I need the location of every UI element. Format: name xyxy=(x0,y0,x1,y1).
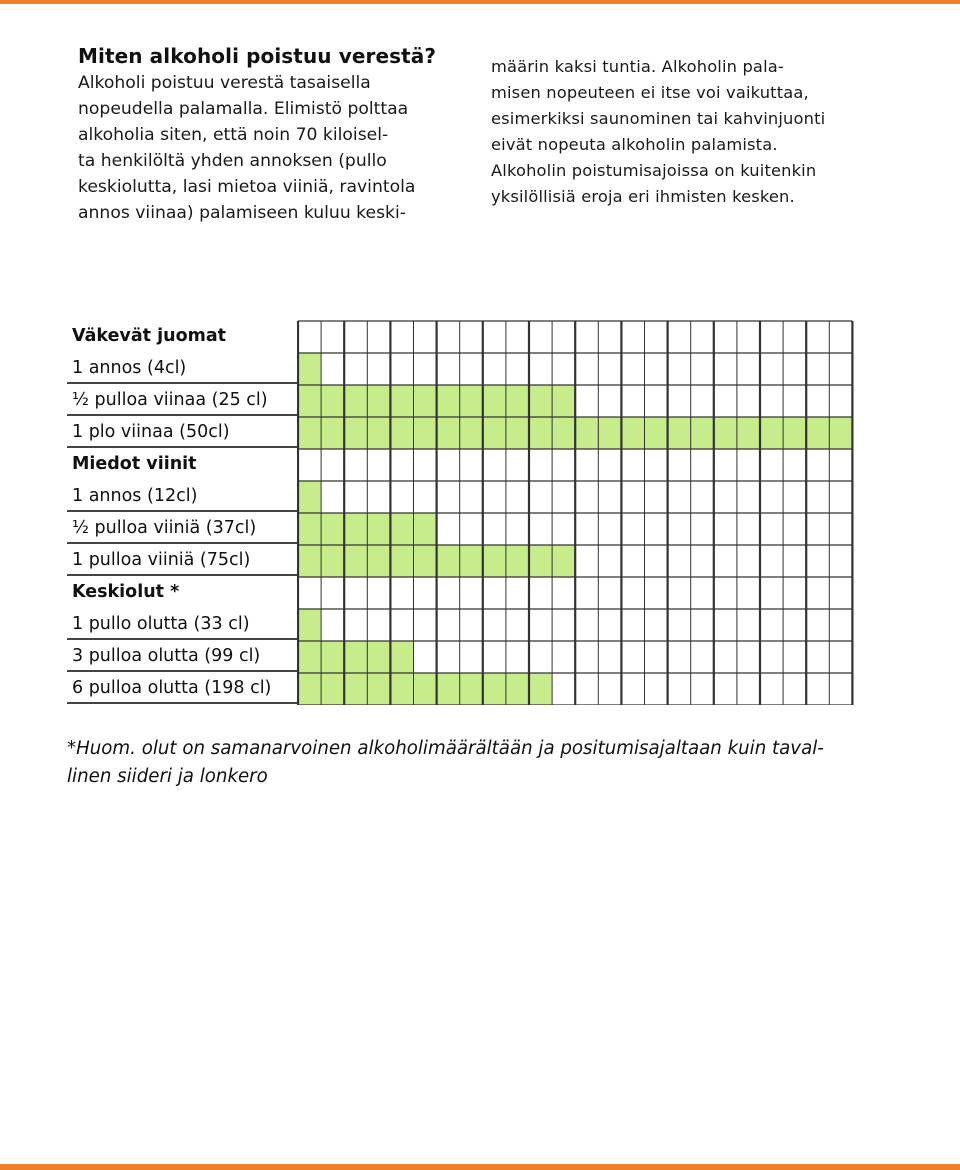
filled-cell xyxy=(529,417,552,449)
row-label: ½ pulloa viinaa (25 cl) xyxy=(67,385,297,416)
filled-cell xyxy=(460,417,483,449)
filled-cell xyxy=(575,417,598,449)
row-label: 1 pulloa viiniä (75cl) xyxy=(67,545,297,576)
filled-cell xyxy=(483,417,506,449)
filled-cell xyxy=(390,545,413,577)
filled-cell xyxy=(483,545,506,577)
filled-cell xyxy=(367,545,390,577)
filled-cell xyxy=(483,673,506,705)
filled-cell xyxy=(321,513,344,545)
filled-cell xyxy=(367,641,390,673)
filled-cell xyxy=(344,417,367,449)
footnote-line: linen siideri ja lonkero xyxy=(67,766,268,787)
footnote xyxy=(67,735,877,791)
paragraph-line: Alkoholin poistumisajoissa on kuitenkin xyxy=(491,161,817,180)
filled-cell xyxy=(321,417,344,449)
filled-cell xyxy=(367,417,390,449)
paragraph-line: Alkoholi poistuu verestä tasaisella xyxy=(78,73,371,93)
paragraph-line: keskiolutta, lasi mietoa viiniä, ravintola xyxy=(78,177,416,197)
elimination-time-grid xyxy=(297,320,862,705)
filled-cell xyxy=(460,385,483,417)
filled-cell xyxy=(344,545,367,577)
filled-cell xyxy=(437,545,460,577)
filled-cell xyxy=(390,673,413,705)
filled-cell xyxy=(390,641,413,673)
filled-cell xyxy=(645,417,668,449)
page-title: Miten alkoholi poistuu verestä? xyxy=(78,44,437,68)
filled-cell xyxy=(621,417,644,449)
row-label: 1 pullo olutta (33 cl) xyxy=(67,609,297,640)
filled-cell xyxy=(298,545,321,577)
filled-cell xyxy=(437,417,460,449)
row-label: 3 pulloa olutta (99 cl) xyxy=(67,641,297,672)
filled-cell xyxy=(783,417,806,449)
filled-cell xyxy=(506,545,529,577)
filled-cell xyxy=(506,385,529,417)
filled-cell xyxy=(298,641,321,673)
filled-cell xyxy=(714,417,737,449)
filled-cell xyxy=(414,673,437,705)
paragraph-line: esimerkiksi saunominen tai kahvinjuonti xyxy=(491,109,826,128)
filled-cell xyxy=(344,513,367,545)
filled-cell xyxy=(298,385,321,417)
filled-cell xyxy=(437,385,460,417)
left-paragraph xyxy=(78,70,478,226)
paragraph-line: ta henkilöltä yhden annoksen (pullo xyxy=(78,151,387,171)
filled-cell xyxy=(460,545,483,577)
filled-cell xyxy=(367,673,390,705)
filled-cell xyxy=(414,417,437,449)
category-label: Keskiolut * xyxy=(72,582,180,602)
paragraph-line: misen nopeuteen ei itse voi vaikuttaa, xyxy=(491,83,809,102)
filled-cell xyxy=(298,513,321,545)
filled-cell xyxy=(321,385,344,417)
filled-cell xyxy=(390,417,413,449)
filled-cell xyxy=(668,417,691,449)
row-label: 1 plo viinaa (50cl) xyxy=(67,417,297,448)
filled-cell xyxy=(737,417,760,449)
filled-cell xyxy=(321,641,344,673)
filled-cell xyxy=(552,385,575,417)
category-label: Miedot viinit xyxy=(72,454,197,474)
right-column xyxy=(491,54,931,210)
bottom-accent-bar xyxy=(0,1164,960,1170)
filled-cell xyxy=(529,545,552,577)
filled-cell xyxy=(367,385,390,417)
filled-cell xyxy=(806,417,829,449)
paragraph-line: yksilöllisiä eroja eri ihmisten kesken. xyxy=(491,187,795,206)
filled-cell xyxy=(437,673,460,705)
filled-cell xyxy=(298,353,321,385)
filled-cell xyxy=(460,673,483,705)
filled-cell xyxy=(344,673,367,705)
filled-cell xyxy=(529,385,552,417)
paragraph-line: annos viinaa) palamiseen kuluu keski- xyxy=(78,203,406,223)
filled-cell xyxy=(691,417,714,449)
row-label: 1 annos (12cl) xyxy=(67,481,297,512)
filled-cell xyxy=(506,417,529,449)
filled-cell xyxy=(298,417,321,449)
filled-cell xyxy=(321,545,344,577)
row-label: 6 pulloa olutta (198 cl) xyxy=(67,673,297,704)
top-accent-bar xyxy=(0,0,960,4)
filled-cell xyxy=(414,545,437,577)
paragraph-line: määrin kaksi tuntia. Alkoholin pala- xyxy=(491,57,784,76)
filled-cell xyxy=(390,513,413,545)
filled-cell xyxy=(298,481,321,513)
filled-cell xyxy=(829,417,852,449)
paragraph-line: alkoholia siten, että noin 70 kiloisel- xyxy=(78,125,389,145)
filled-cell xyxy=(367,513,390,545)
paragraph-line: nopeudella palamalla. Elimistö polttaa xyxy=(78,99,409,119)
filled-cell xyxy=(552,545,575,577)
left-column xyxy=(78,42,478,226)
row-label: 1 annos (4cl) xyxy=(67,353,297,384)
filled-cell xyxy=(321,673,344,705)
filled-cell xyxy=(483,385,506,417)
filled-cell xyxy=(344,385,367,417)
row-label: ½ pulloa viiniä (37cl) xyxy=(67,513,297,544)
filled-cell xyxy=(414,513,437,545)
filled-cell xyxy=(529,673,552,705)
filled-cell xyxy=(760,417,783,449)
filled-cell xyxy=(598,417,621,449)
filled-cell xyxy=(344,641,367,673)
filled-cell xyxy=(298,609,321,641)
filled-cell xyxy=(552,417,575,449)
footnote-line: *Huom. olut on samanarvoinen alkoholimäärältään ja positumisajaltaan kuin taval- xyxy=(67,738,824,759)
filled-cell xyxy=(414,385,437,417)
category-label: Väkevät juomat xyxy=(72,326,226,346)
filled-cell xyxy=(298,673,321,705)
filled-cell xyxy=(390,385,413,417)
paragraph-line: eivät nopeuta alkoholin palamista. xyxy=(491,135,778,154)
filled-cell xyxy=(506,673,529,705)
